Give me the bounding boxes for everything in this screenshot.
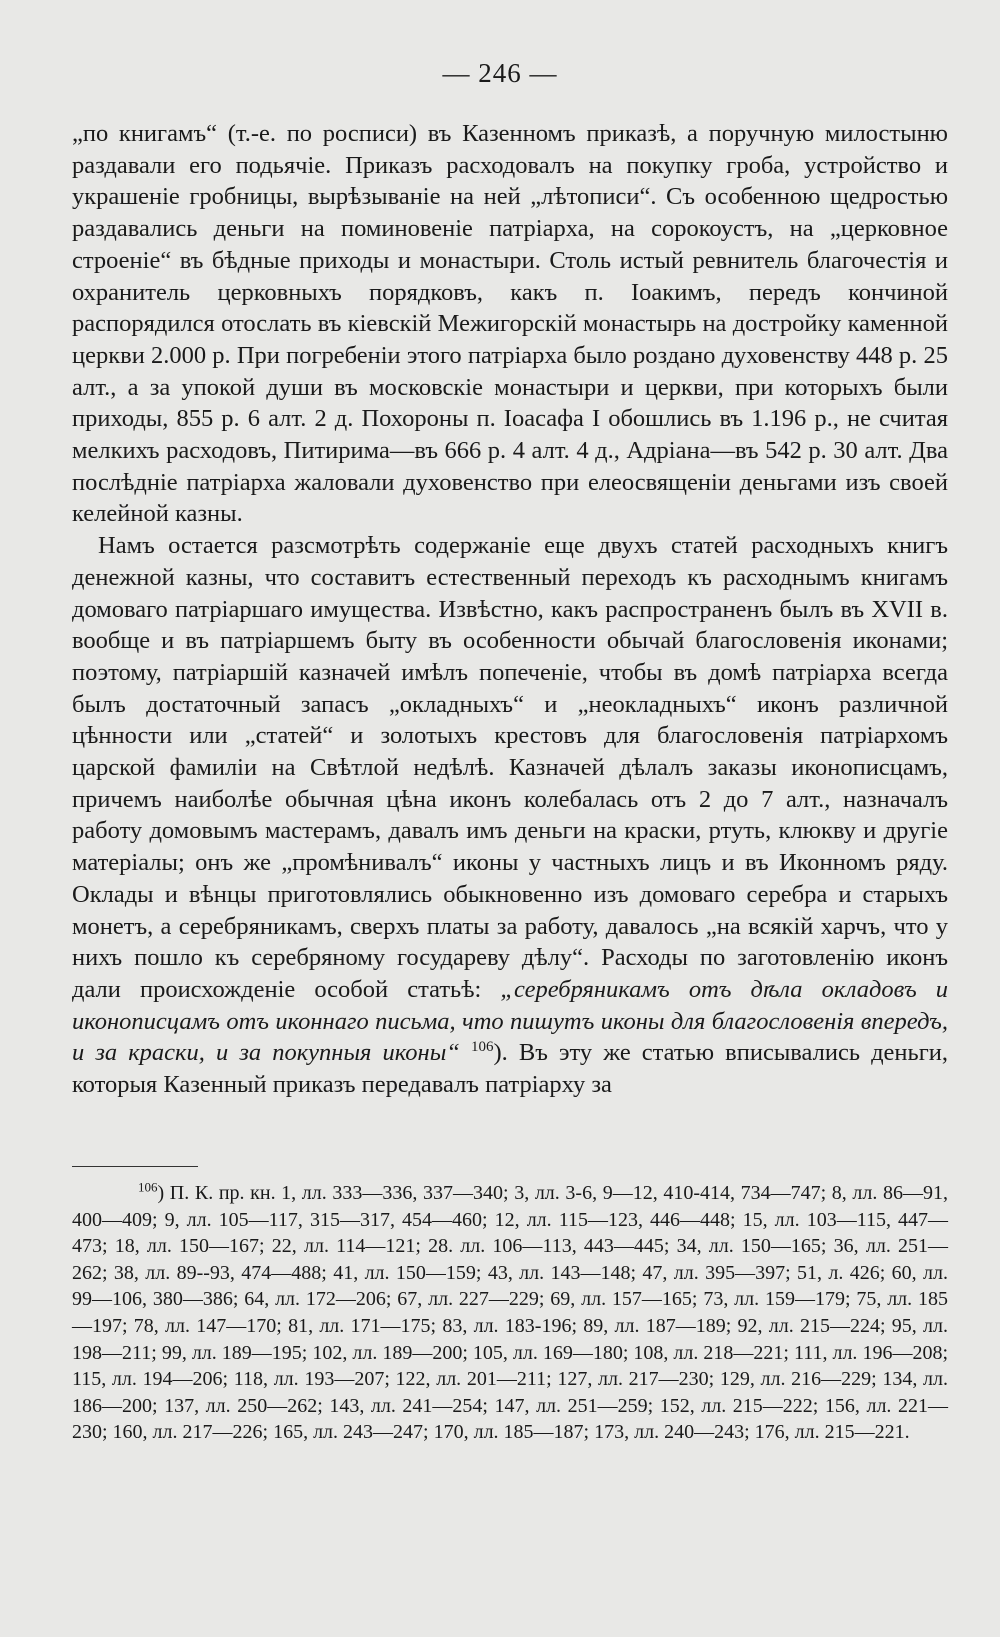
- footnote-text: ) П. К. пр. кн. 1, лл. 333—336, 337—340; 3, лл. 3-6, 9—12, 410-414, 734—747; 8, лл. 86—91, 400—409; 9, лл. 105—117, 315—317, 454—460; 12, лл. 115—123, 446—448; 15, лл. 103—115, 447—473; 18, лл. 150—167; 22, лл. 114—121; 28. лл. 106—113, 443—445; 34, лл. 150—165; 36, лл. 251—262; 38, лл. 89--93, 474—488; 41, лл. 150—159; 43, лл. 143—148; 47, лл. 395—397; 51, л. 426; 60, лл. 99—106, 380—386; 64, лл. 172—206; 67, лл. 227—229; 69, лл. 157—165; 73, лл. 159—179; 75, лл. 185—197; 78, лл. 147—170; 81, лл. 171—175; 83, лл. 183-196; 89, лл. 187—189; 92, лл. 215—224; 95, лл. 198—211; 99, лл. 189—195; 102, лл. 189—200; 105, лл. 169—180; 108, лл. 218—221; 111, лл. 196—208; 115, лл. 194—206; 118, лл. 193—207; 122, лл. 201—211; 127, лл. 217—230; 129, лл. 216—229; 134, лл. 186—200; 137, лл. 250—262; 143, лл. 241—254; 147, лл. 251—259; 152, лл. 215—222; 156, лл. 221—230; 160, лл. 217—226; 165, лл. 243—247; 170, лл. 185—187; 173, лл. 240—243; 176, лл. 215—221.: [72, 1182, 948, 1444]
- footnote-mark: 106: [138, 1179, 158, 1195]
- main-text: [72, 118, 948, 1101]
- footnote: [72, 1180, 948, 1446]
- paragraph-2-text: Намъ остается разсмотрѣть содержаніе еще двухъ статей расходныхъ книгъ денежной казны, что составитъ естественный переходъ къ расходнымъ книгамъ домоваго патріаршаго имущества. Извѣстно, какъ распространенъ былъ въ XVII в. вообще и въ патріаршемъ быту въ особенности обычай благословенія иконами; поэтому, патріаршій казначей имѣлъ попеченіе, чтобы въ домѣ патріарха всегда былъ достаточный запасъ „окладныхъ“ и „неокладныхъ“ иконъ различной цѣнности или „статей“ и золотыхъ крестовъ для благословенія патріархомъ царской фамиліи на Свѣтлой недѣлѣ. Казначей дѣлалъ заказы иконописцамъ, причемъ наиболѣе обычная цѣна иконъ колебалась отъ 2 до 7 алт., назначалъ работу домовымъ мастерамъ, давалъ имъ деньги на краски, ртуть, клюкву и другіе матеріалы; онъ же „промѣнивалъ“ иконы у частныхъ лицъ и въ Иконномъ ряду. Оклады и вѣнцы приготовлялись обыкновенно изъ домоваго серебра и старыхъ монетъ, а серебряникамъ, сверхъ платы за работу, давалось „на всякій харчъ, что у нихъ пошло къ серебряному государеву дѣлу“. Расходы по заготовленію иконъ дали происхожденіе особой статьѣ:: [72, 532, 948, 1003]
- footnote-separator: [72, 1166, 198, 1167]
- paragraph-2: [72, 530, 948, 1101]
- paragraph-2-continuation: ). Въ эту же статью вписывались деньги, которыя Казенный приказъ передавалъ патріарху за: [72, 1039, 949, 1099]
- footnote-reference: 106: [471, 1039, 494, 1056]
- paragraph-1: „по книгамъ“ (т.-е. по росписи) въ Казенномъ приказѣ, а поручную милостыню раздавали его подьячіе. Приказъ расходовалъ на покупку гроба, устройство и украшеніе гробницы, вырѣзываніе на ней „лѣтописи“. Съ особенною щедростью раздавались деньги на поминовеніе патріарха, на сорокоустъ, на „церковное строеніе“ въ бѣдные приходы и монастыри. Столь истый ревнитель благочестія и охранитель церковныхъ порядковъ, какъ п. Іоакимъ, передъ кончиной распорядился отослать въ кіевскій Межигорскій монастырь на достройку каменной церкви 2.000 р. При погребеніи этого патріарха было роздано духовенству 448 р. 25 алт., а за упокой души въ московскіе монастыри и церкви, при которыхъ были приходы, 855 р. 6 алт. 2 д. Похороны п. Іоасафа І обошлись въ 1.196 р., не считая мелкихъ расходовъ, Питирима—въ 666 р. 4 алт. 4 д., Адріана—въ 542 р. 30 алт. Два послѣдніе патріарха жаловали духовенство при елеосвященіи деньгами изъ своей келейной казны.: [72, 120, 948, 528]
- page-number: — 246 —: [442, 58, 558, 88]
- paragraph-2-italic-quote: „серебряникамъ отъ дѣла окладовъ и иконописцамъ отъ иконнаго письма, что пишутъ иконы для благословенія впередъ, и за краски, и за покупныя иконы“: [72, 975, 949, 1067]
